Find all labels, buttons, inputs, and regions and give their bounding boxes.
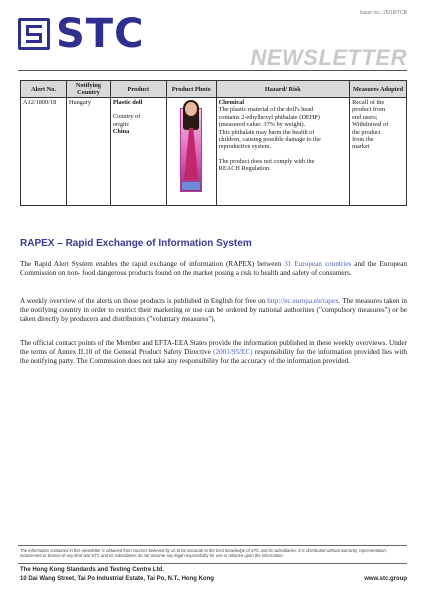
footer-address: 10 Dai Wang Street, Tai Po Industrial Estate, Tai Po, N.T., Hong Kong <box>20 576 214 582</box>
product-name: Plastic doll <box>112 99 143 106</box>
disclaimer-divider <box>18 545 407 546</box>
column-header-photo: Product Photo <box>166 81 216 98</box>
link-european-countries[interactable]: 31 European countries <box>284 260 352 268</box>
table-header-row <box>21 81 407 98</box>
hazard-cell: Chemical The plastic material of the doll's head contains 2-ethylhexyl phthalate (DEHP) (measured value: 37% by weight). This phthalate may harm the health of children, causing possible damage to the reproductive system. The product does not comply with the REACH Regulation. <box>216 98 349 206</box>
doll-photo <box>180 100 202 192</box>
column-header-alert-no: Alert No. <box>21 81 67 98</box>
issue-number: Issue no.: 25/18/TCB <box>360 10 407 16</box>
product-cell <box>110 98 166 206</box>
alert-number-cell: A12/1800/18 <box>21 98 67 206</box>
product-photo-cell <box>166 98 216 206</box>
section-title: RAPEX – Rapid Exchange of Information System <box>20 238 252 249</box>
table-row <box>21 98 407 206</box>
paragraph-contact-points: The official contact points of the Member and EFTA-EEA States provide the information published in these weekly overviews. Under the terms of Annex II.10 of the General Product Safety Directive (2001/95/EC) responsibility for the information provided lies with the notifying party. The Commission does not take any responsibility for the accuracy of the information provided. <box>20 339 407 366</box>
column-header-hazard: Hazard/ Risk <box>216 81 349 98</box>
brand-logo-text: STC <box>56 11 145 57</box>
header-divider <box>18 70 407 71</box>
column-header-product: Product <box>110 81 166 98</box>
newsletter-title: NEWSLETTER <box>250 45 407 70</box>
link-directive[interactable]: (2001/95/EC) <box>213 348 253 357</box>
alert-table <box>20 80 407 206</box>
disclaimer-text: The information contained in this newsletter is obtained from sources believed by us to be accurate to the best knowledge of STC and its subsidiaries. It is distributed without warranty, representation, inducement or licence of any kind and STC and its subsidiaries do not assume any legal responsibility for use or reliance upon the information. <box>20 548 387 559</box>
column-header-measures: Measures Adopted <box>350 81 407 98</box>
footer-divider <box>18 563 407 564</box>
origin-label: Country of origin: <box>112 113 141 128</box>
stc-logo-icon <box>18 18 50 50</box>
measures-cell: Recall of the product from end users; Withdrawal of the product from the market <box>350 98 407 206</box>
link-rapex-website[interactable]: http://ec.europa.eu/rapex <box>267 297 339 305</box>
footer-company: The Hong Kong Standards and Testing Centre Ltd. <box>20 567 164 573</box>
paragraph-rapex-intro: The Rapid Alert System enables the rapid exchange of information (RAPEX) between 31 European countries and the European Commission on non- food dangerous products found on the market posing a risk to health and safety of consumers. <box>20 260 407 278</box>
column-header-country: Notifying Country <box>66 81 110 98</box>
origin-value: China <box>112 128 130 136</box>
country-cell: Hungary <box>66 98 110 206</box>
hazard-title: Chemical <box>218 99 245 106</box>
paragraph-weekly-overview: A weekly overview of the alerts on those products is published in English for free on http://ec.europa.eu/rapex. The measures taken in the notifying country in order to restrict their marketing or use can be ordered by national authorities ("compulsory measures") or be taken directly by producers and distributors ("voluntary measures"). <box>20 297 407 324</box>
footer-website-link[interactable]: www.stc.group <box>364 576 407 582</box>
